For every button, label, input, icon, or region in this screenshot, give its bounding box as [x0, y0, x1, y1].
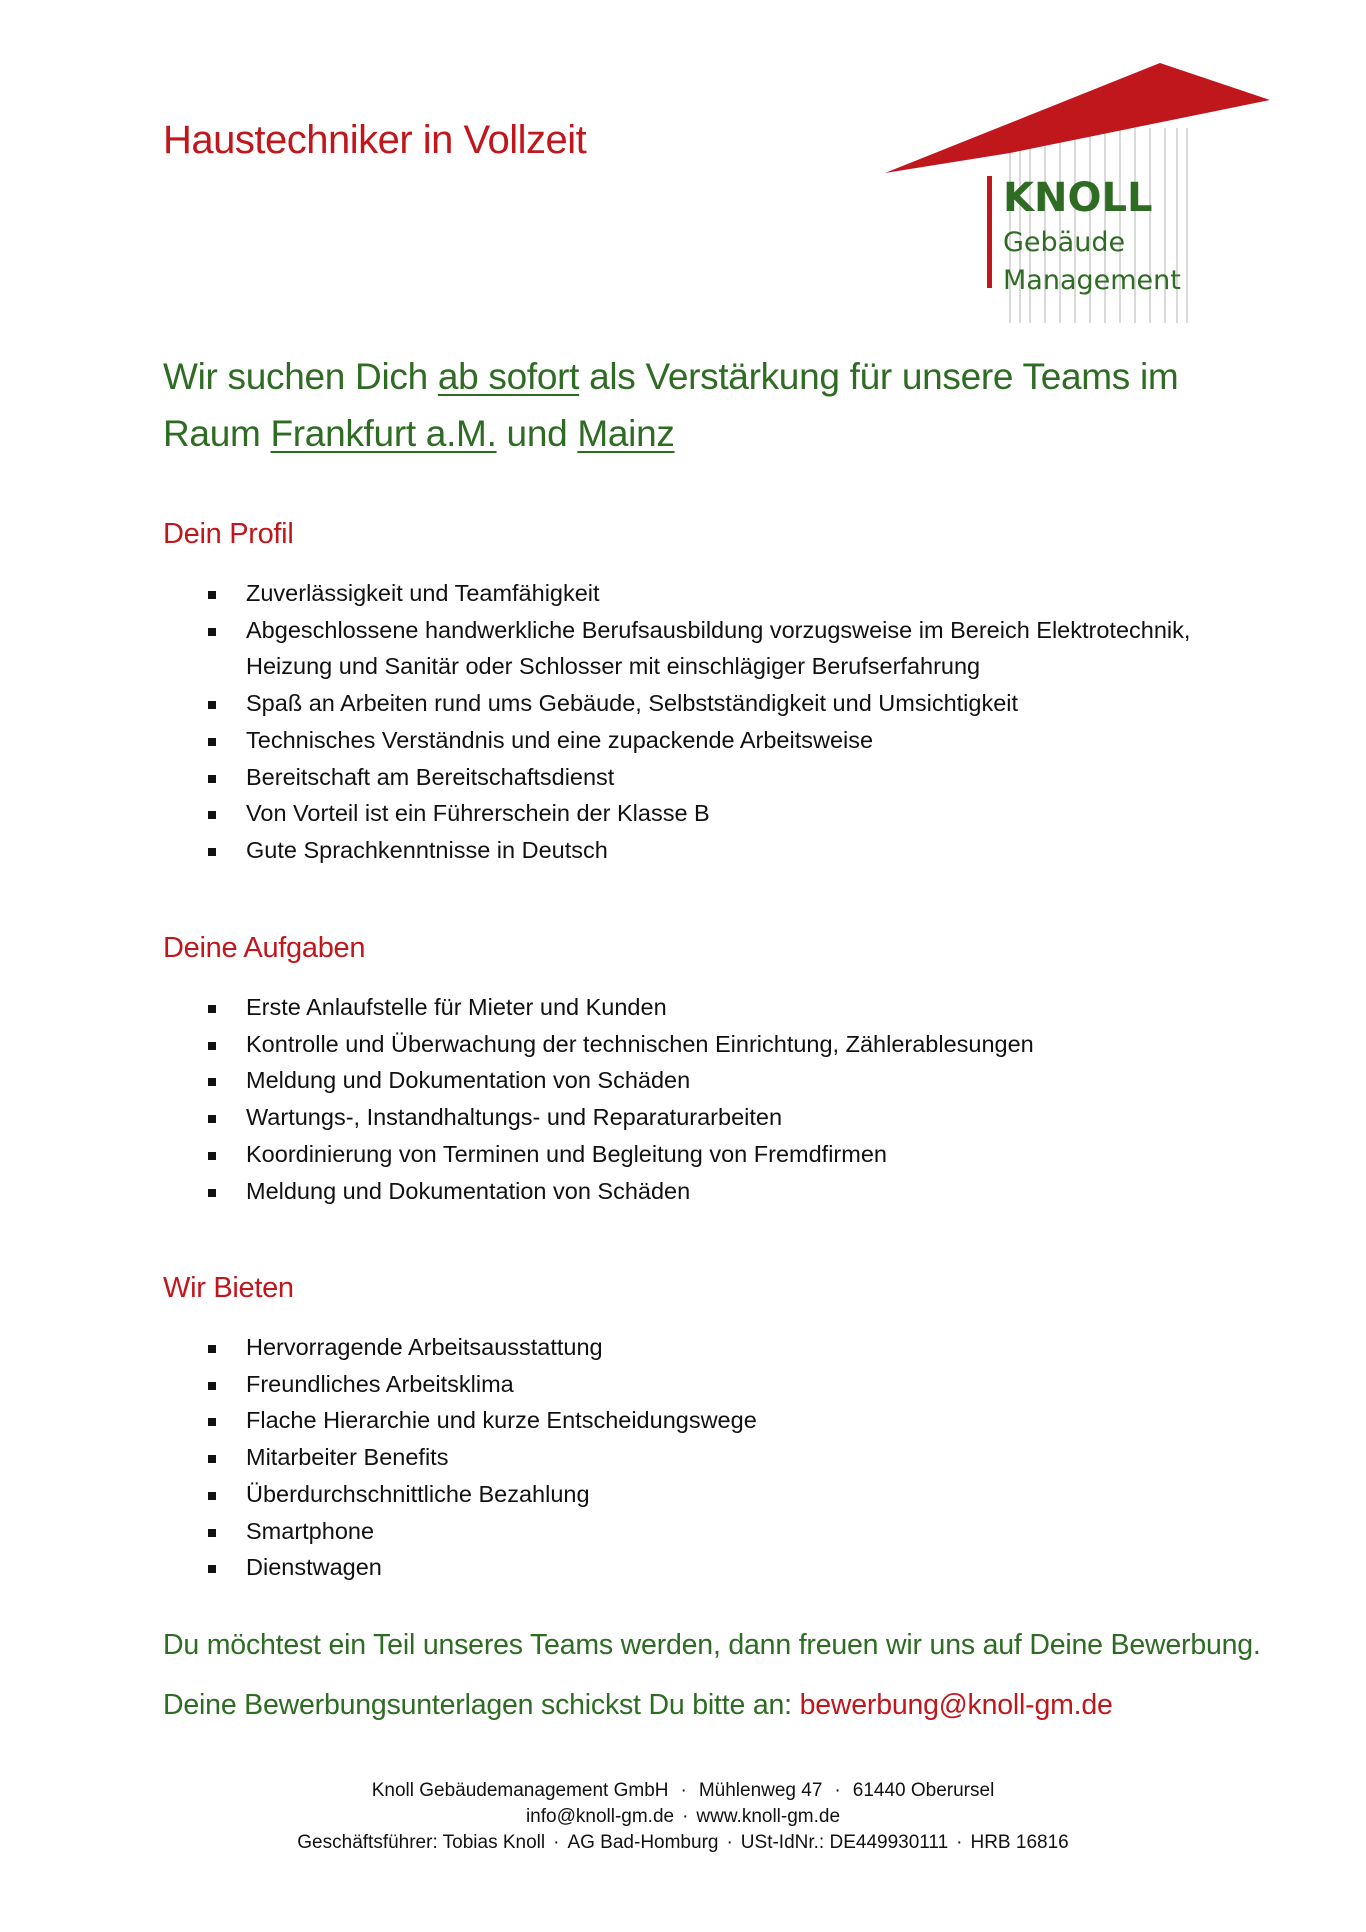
application-line: [163, 1689, 1113, 1722]
list-item: Gute Sprachkenntnisse in Deutsch: [163, 832, 1213, 869]
footer-ceo: Geschäftsführer: Tobias Knoll: [297, 1832, 546, 1853]
list-item: Erste Anlaufstelle für Mieter und Kunden: [163, 989, 1213, 1026]
logo-text-gebaeude: Gebäude: [1003, 227, 1126, 258]
application-email-link[interactable]: bewerbung@knoll-gm.de: [799, 1689, 1113, 1721]
list-item: Dienstwagen: [163, 1549, 1213, 1586]
list-item: Flache Hierarchie und kurze Entscheidungswege: [163, 1402, 1213, 1439]
list-item: Überdurchschnittliche Bezahlung: [163, 1476, 1213, 1513]
list-item: Meldung und Dokumentation von Schäden: [163, 1062, 1213, 1099]
list-item: Von Vorteil ist ein Führerschein der Klasse B: [163, 795, 1213, 832]
footer-city: 61440 Oberursel: [852, 1780, 995, 1801]
list-item: Hervorragende Arbeitsausstattung: [163, 1329, 1213, 1366]
list-item: Zuverlässigkeit und Teamfähigkeit: [163, 575, 1213, 612]
closing-line: Du möchtest ein Teil unseres Teams werden, dann freuen wir uns auf Deine Bewerbung.: [163, 1629, 1261, 1661]
section-title-tasks: Deine Aufgaben: [163, 932, 366, 964]
list-item: Bereitschaft am Bereitschaftsdienst: [163, 759, 1213, 796]
section-title-profile: Dein Profil: [163, 518, 294, 550]
footer-contact-line: info@knoll-gm.de · www.knoll-gm.de: [525, 1806, 841, 1827]
list-item: Koordinierung von Terminen und Begleitung von Fremdfirmen: [163, 1136, 1213, 1173]
list-item: Mitarbeiter Benefits: [163, 1439, 1213, 1476]
offer-list: [163, 1329, 1213, 1586]
footer-court: AG Bad-Homburg: [567, 1832, 719, 1853]
footer-address-line: Knoll Gebäudemanagement GmbH · Mühlenweg 47 · 61440 Oberursel: [371, 1780, 995, 1801]
footer-email-link[interactable]: info@knoll-gm.de: [525, 1806, 675, 1827]
list-item: Spaß an Arbeiten rund ums Gebäude, Selbstständigkeit und Umsichtigkeit: [163, 685, 1213, 722]
logo-divider: [987, 176, 992, 288]
footer-web-link[interactable]: www.knoll-gm.de: [696, 1806, 841, 1827]
list-item: Smartphone: [163, 1513, 1213, 1550]
profile-list: [163, 575, 1213, 869]
section-title-offer: Wir Bieten: [163, 1272, 294, 1304]
logo-text-management: Management: [1003, 265, 1181, 296]
list-item: Kontrolle und Überwachung der technischen Einrichtung, Zählerablesungen: [163, 1026, 1213, 1063]
footer-hrb: HRB 16816: [970, 1832, 1069, 1853]
list-item: Freundliches Arbeitsklima: [163, 1366, 1213, 1403]
knoll-logo: [885, 58, 1270, 328]
list-item: Abgeschlossene handwerkliche Berufsausbildung vorzugsweise im Bereich Elektrotechnik, Heizung und Sanitär oder Schlosser mit einschlägiger Berufserfahrung: [163, 612, 1213, 685]
list-item: Meldung und Dokumentation von Schäden: [163, 1173, 1213, 1210]
footer-vat: USt-IdNr.: DE449930111: [740, 1832, 949, 1853]
footer-company: Knoll Gebäudemanagement GmbH: [371, 1780, 669, 1801]
footer-legal-line: Geschäftsführer: Tobias Knoll · AG Bad-Homburg · USt-IdNr.: DE449930111 · HRB 16816: [297, 1832, 1069, 1853]
job-title: Haustechniker in Vollzeit: [163, 118, 587, 162]
list-item: Wartungs-, Instandhaltungs- und Reparaturarbeiten: [163, 1099, 1213, 1136]
footer-street: Mühlenweg 47: [698, 1780, 823, 1801]
logo-text-knoll: KNOLL: [1003, 175, 1153, 221]
application-prefix: Deine Bewerbungsunterlagen schickst Du bitte an:: [163, 1689, 800, 1721]
headline: Wir suchen Dich ab sofort als Verstärkung für unsere Teams im Raum Frankfurt a.M. und Mainz: [163, 356, 1179, 454]
list-item: Technisches Verständnis und eine zupackende Arbeitsweise: [163, 722, 1213, 759]
tasks-list: [163, 989, 1213, 1209]
